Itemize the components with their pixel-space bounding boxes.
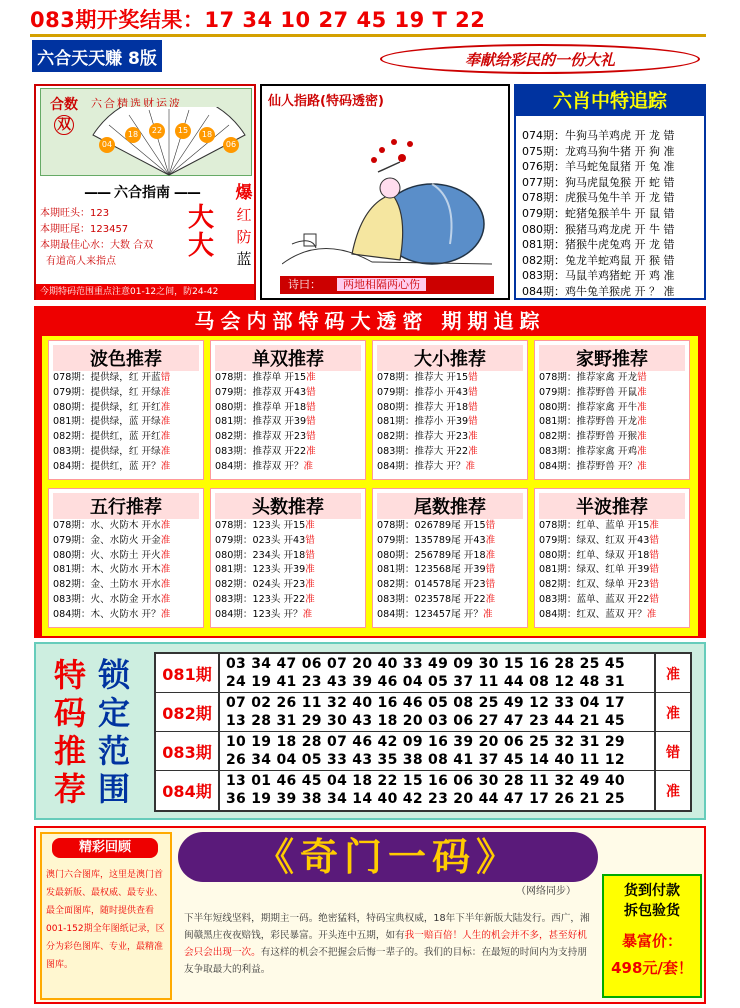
liuhe-guide-box xyxy=(34,84,256,300)
review-box xyxy=(40,832,172,1000)
fan-number: 18 xyxy=(199,127,215,143)
list-item: 078期：推荐家禽 开龙错 xyxy=(539,372,647,383)
tracking-cell xyxy=(210,340,366,480)
list-item: 079期：金、水防火 开金准 xyxy=(53,534,171,546)
list-item: 078期：虎猴马兔牛羊 开 龙 错 xyxy=(522,191,675,205)
list-item: 084期：推荐大 开？准 xyxy=(377,460,476,472)
list-item: 082期：014578尾 开23错 xyxy=(377,579,496,591)
list-item: 080期：火、水防土 开火准 xyxy=(53,549,171,561)
list-item: 079期：023头 开43错 xyxy=(215,534,315,546)
tracking-grid xyxy=(42,336,698,636)
cell-title: 家野推荐 xyxy=(539,345,685,371)
list-item: 079期：135789尾 开43准 xyxy=(377,534,496,546)
list-item: 081期：推荐小 开39错 xyxy=(377,416,478,428)
fan-number: 04 xyxy=(99,137,115,153)
cell-title: 单双推荐 xyxy=(215,345,361,371)
list-item: 082期：红双、绿单 开23错 xyxy=(539,579,659,591)
list-item: 082期：金、土防水 开水准 xyxy=(53,579,171,591)
qimen-ad xyxy=(34,826,706,1004)
review-title: 精彩回顾 xyxy=(52,838,158,858)
list-item: 082期：提供红，蓝 开红准 xyxy=(53,431,171,443)
list-item: 083期：马鼠羊鸡猪蛇 开 鸡 准 xyxy=(522,269,675,283)
list-item: 081期：123头 开39准 xyxy=(215,564,315,576)
list-item: 078期：红单、蓝单 开15准 xyxy=(539,520,659,531)
lock-chars: 特 码 推 荐 锁 定 范 围 xyxy=(54,656,131,808)
lock-table xyxy=(154,652,692,812)
tracking-cell xyxy=(48,340,204,480)
list-item: 081期：绿双、红单 开39错 xyxy=(539,564,659,576)
fan-panel xyxy=(40,88,252,176)
tracking-title: 马会内部特码大透密 期期追踪 xyxy=(34,308,706,334)
xianren-title: 仙人指路(特码透密) xyxy=(268,94,384,109)
list-item: 084期：123457尾 开？准 xyxy=(377,608,493,620)
review-text: 澳门六合图库，这里是澳门首发最新版、最权威、最专业、最全面图库，随时提供查看001-152期全年图纸记录，区分为彩色图库、专业，最精准图库。 xyxy=(46,870,165,970)
liuxiao-title: 六肖中特追踪 xyxy=(516,86,704,116)
hexiao-label: 合数 双 xyxy=(50,97,78,133)
tracking-cell xyxy=(48,488,204,628)
net-sync: （网络同步） xyxy=(516,886,576,897)
list-item: 083期：推荐双 开22准 xyxy=(215,445,316,457)
list-item: 082期：推荐双 开23错 xyxy=(215,431,316,443)
range-footer: 今期特码范围重点注意01-12之间，防24-42 xyxy=(36,284,254,300)
list-item: 082期：推荐大 开23准 xyxy=(377,431,478,443)
list-item: 079期：推荐野兽 开鼠准 xyxy=(539,386,647,398)
guide-line: 本期旺头：123 xyxy=(40,208,110,219)
list-item: 083期：蓝单、蓝双 开22错 xyxy=(539,593,659,605)
fan-title: 六合精选财运波 xyxy=(91,97,182,110)
fan-number: 06 xyxy=(223,137,239,153)
liuxiao-list xyxy=(522,128,675,300)
list-item: 074期：牛狗马羊鸡虎 开 龙 错 xyxy=(522,129,675,142)
tracking-cell xyxy=(210,488,366,628)
cell-title: 头数推荐 xyxy=(215,493,361,519)
list-item: 082期：兔龙羊蛇鸡鼠 开 猴 错 xyxy=(522,253,675,267)
hexiao-value: 双 xyxy=(54,115,74,135)
cell-title: 半波推荐 xyxy=(539,493,685,519)
list-item: 081期：推荐野兽 开龙准 xyxy=(539,416,647,428)
list-item: 081期：木、火防水 开木准 xyxy=(53,564,171,576)
cell-title: 大小推荐 xyxy=(377,345,523,371)
fan-number: 22 xyxy=(149,123,165,139)
fan-number: 15 xyxy=(175,123,191,139)
list-item: 079期：蛇猪兔猴羊牛 开 鼠 错 xyxy=(522,206,675,220)
list-item: 076期：羊马蛇兔鼠猪 开 兔 准 xyxy=(522,160,675,174)
guide-line: 有道高人来指点 xyxy=(46,256,116,267)
ad-description: 下半年短线坚料，期期主一码。绝密猛料，特码宝典权威，18年下半年新版大陆发行。西广，湘闽赣黑庄夜夜赔钱，彩民暴富。开头连中五期，如有我一赔百倍！人生的机会并不多，甚至好机会只会出现一次。有这样的机会不把握会后悔一辈子的。我们的目标：在最短的时间内为支持朋友争取最大的利益。 xyxy=(184,913,590,975)
list-item: 084期：推荐双 开？准 xyxy=(215,460,314,472)
side-chars: 爆 红 防 蓝 xyxy=(235,183,253,268)
list-item: 084期：木、火防水 开？准 xyxy=(53,608,171,620)
list-item: 080期：推荐单 开18错 xyxy=(215,401,316,413)
slogan: 奉献给彩民的一份大礼 xyxy=(380,44,700,74)
big-chars: 大 大 xyxy=(188,203,215,261)
list-item: 083期：123头 开22准 xyxy=(215,593,315,605)
list-item: 080期：猴猪马鸡龙虎 开 牛 错 xyxy=(522,222,675,236)
list-item: 078期：推荐大 开15错 xyxy=(377,372,478,383)
edition-tag: 六合天天赚 8版 xyxy=(32,40,162,72)
xianren-box xyxy=(260,84,510,300)
table-row: 081期 03 34 47 06 07 20 40 33 49 09 30 15 16 28 25 45 24 19 41 23 43 39 46 04 05 37 11 44 08 12 48 31 准 xyxy=(156,654,690,693)
list-item: 081期：猪猴牛虎兔鸡 开 龙 错 xyxy=(522,238,675,252)
list-item: 084期：推荐野兽 开？准 xyxy=(539,460,647,472)
cell-title: 波色推荐 xyxy=(53,345,199,371)
tracking-cell xyxy=(534,488,690,628)
tracking-cell xyxy=(372,488,528,628)
guide-line: 本期最佳心水：大数 合双 xyxy=(40,240,154,251)
list-item: 077期：狗马虎鼠兔猴 开 蛇 错 xyxy=(522,175,675,189)
list-item: 083期：提供绿，红 开绿准 xyxy=(53,445,171,457)
list-item: 084期：鸡牛兔羊猴虎 开 ？ 准 xyxy=(522,284,675,298)
table-row: 084期 13 01 46 45 04 18 22 15 16 06 30 28 11 32 49 40 36 19 39 38 34 14 40 42 23 20 44 47 17 26 21 25 准 xyxy=(156,771,690,810)
list-item: 080期：提供绿，红 开红准 xyxy=(53,401,171,413)
table-row: 082期 07 02 26 11 32 40 16 46 05 08 25 49 12 33 04 17 13 28 31 29 30 43 18 20 03 06 27 47 23 44 21 45 准 xyxy=(156,693,690,732)
poem-bar: 诗曰： 两地相隔两心伤 xyxy=(280,276,494,294)
qimen-title: 《奇门一码》 xyxy=(178,832,598,882)
list-item: 080期：256789尾 开18准 xyxy=(377,549,496,561)
list-item: 078期：提供绿，红 开蓝错 xyxy=(53,372,171,383)
list-item: 084期：红双、蓝双 开？准 xyxy=(539,608,657,620)
header-divider xyxy=(30,34,706,37)
list-item: 078期：推荐单 开15准 xyxy=(215,372,316,383)
list-item: 078期：水、火防木 开水准 xyxy=(53,520,171,531)
tracking-panel xyxy=(34,306,706,638)
price-box: 货到付款 拆包验货 暴富价： 498元/套！ xyxy=(602,874,702,998)
list-item: 079期：推荐小 开43错 xyxy=(377,386,478,398)
list-item: 081期：推荐双 开39错 xyxy=(215,416,316,428)
immortal-illustration xyxy=(282,114,492,272)
fan-numbers xyxy=(99,123,249,153)
list-item: 082期：024头 开23准 xyxy=(215,579,315,591)
list-item: 083期：推荐大 开22准 xyxy=(377,445,478,457)
poem-text: 两地相隔两心伤 xyxy=(337,278,426,291)
cell-title: 尾数推荐 xyxy=(377,493,523,519)
list-item: 075期：龙鸡马狗牛猪 开 狗 准 xyxy=(522,144,675,158)
list-item: 078期：123头 开15准 xyxy=(215,520,315,531)
list-item: 080期：推荐大 开18错 xyxy=(377,401,478,413)
table-row: 083期 10 19 18 28 07 46 42 09 16 39 20 06 25 32 31 29 26 34 04 05 33 43 35 38 08 41 37 45 14 40 11 12 错 xyxy=(156,732,690,771)
list-item: 083期：火、水防金 开水准 xyxy=(53,593,171,605)
list-item: 080期：推荐家禽 开牛准 xyxy=(539,401,647,413)
tracking-cell xyxy=(534,340,690,480)
list-item: 083期：推荐家禽 开鸡准 xyxy=(539,445,647,457)
lock-range-panel xyxy=(34,642,706,820)
list-item: 078期：026789尾 开15错 xyxy=(377,520,496,531)
liuxiao-box xyxy=(514,84,706,300)
fan-number: 18 xyxy=(125,127,141,143)
list-item: 084期：123头 开？准 xyxy=(215,608,313,620)
list-item: 080期：234头 开18错 xyxy=(215,549,315,561)
cell-title: 五行推荐 xyxy=(53,493,199,519)
list-item: 079期：提供绿，红 开绿准 xyxy=(53,386,171,398)
list-item: 083期：023578尾 开22准 xyxy=(377,593,496,605)
list-item: 084期：提供红，蓝 开？准 xyxy=(53,460,171,472)
guide-title: —— 六合指南 —— xyxy=(84,185,200,201)
list-item: 080期：红单、绿双 开18错 xyxy=(539,549,659,561)
list-item: 079期：推荐双 开43错 xyxy=(215,386,316,398)
guide-line: 本期旺尾：123457 xyxy=(40,224,129,235)
list-item: 079期：绿双、红双 开43错 xyxy=(539,534,659,546)
tracking-cell xyxy=(372,340,528,480)
list-item: 082期：推荐野兽 开猴准 xyxy=(539,431,647,443)
list-item: 081期：123568尾 开39错 xyxy=(377,564,496,576)
list-item: 081期：提供绿，蓝 开绿准 xyxy=(53,416,171,428)
result-header: 083期开奖结果：17 34 10 27 45 19 T 22 xyxy=(30,8,486,32)
